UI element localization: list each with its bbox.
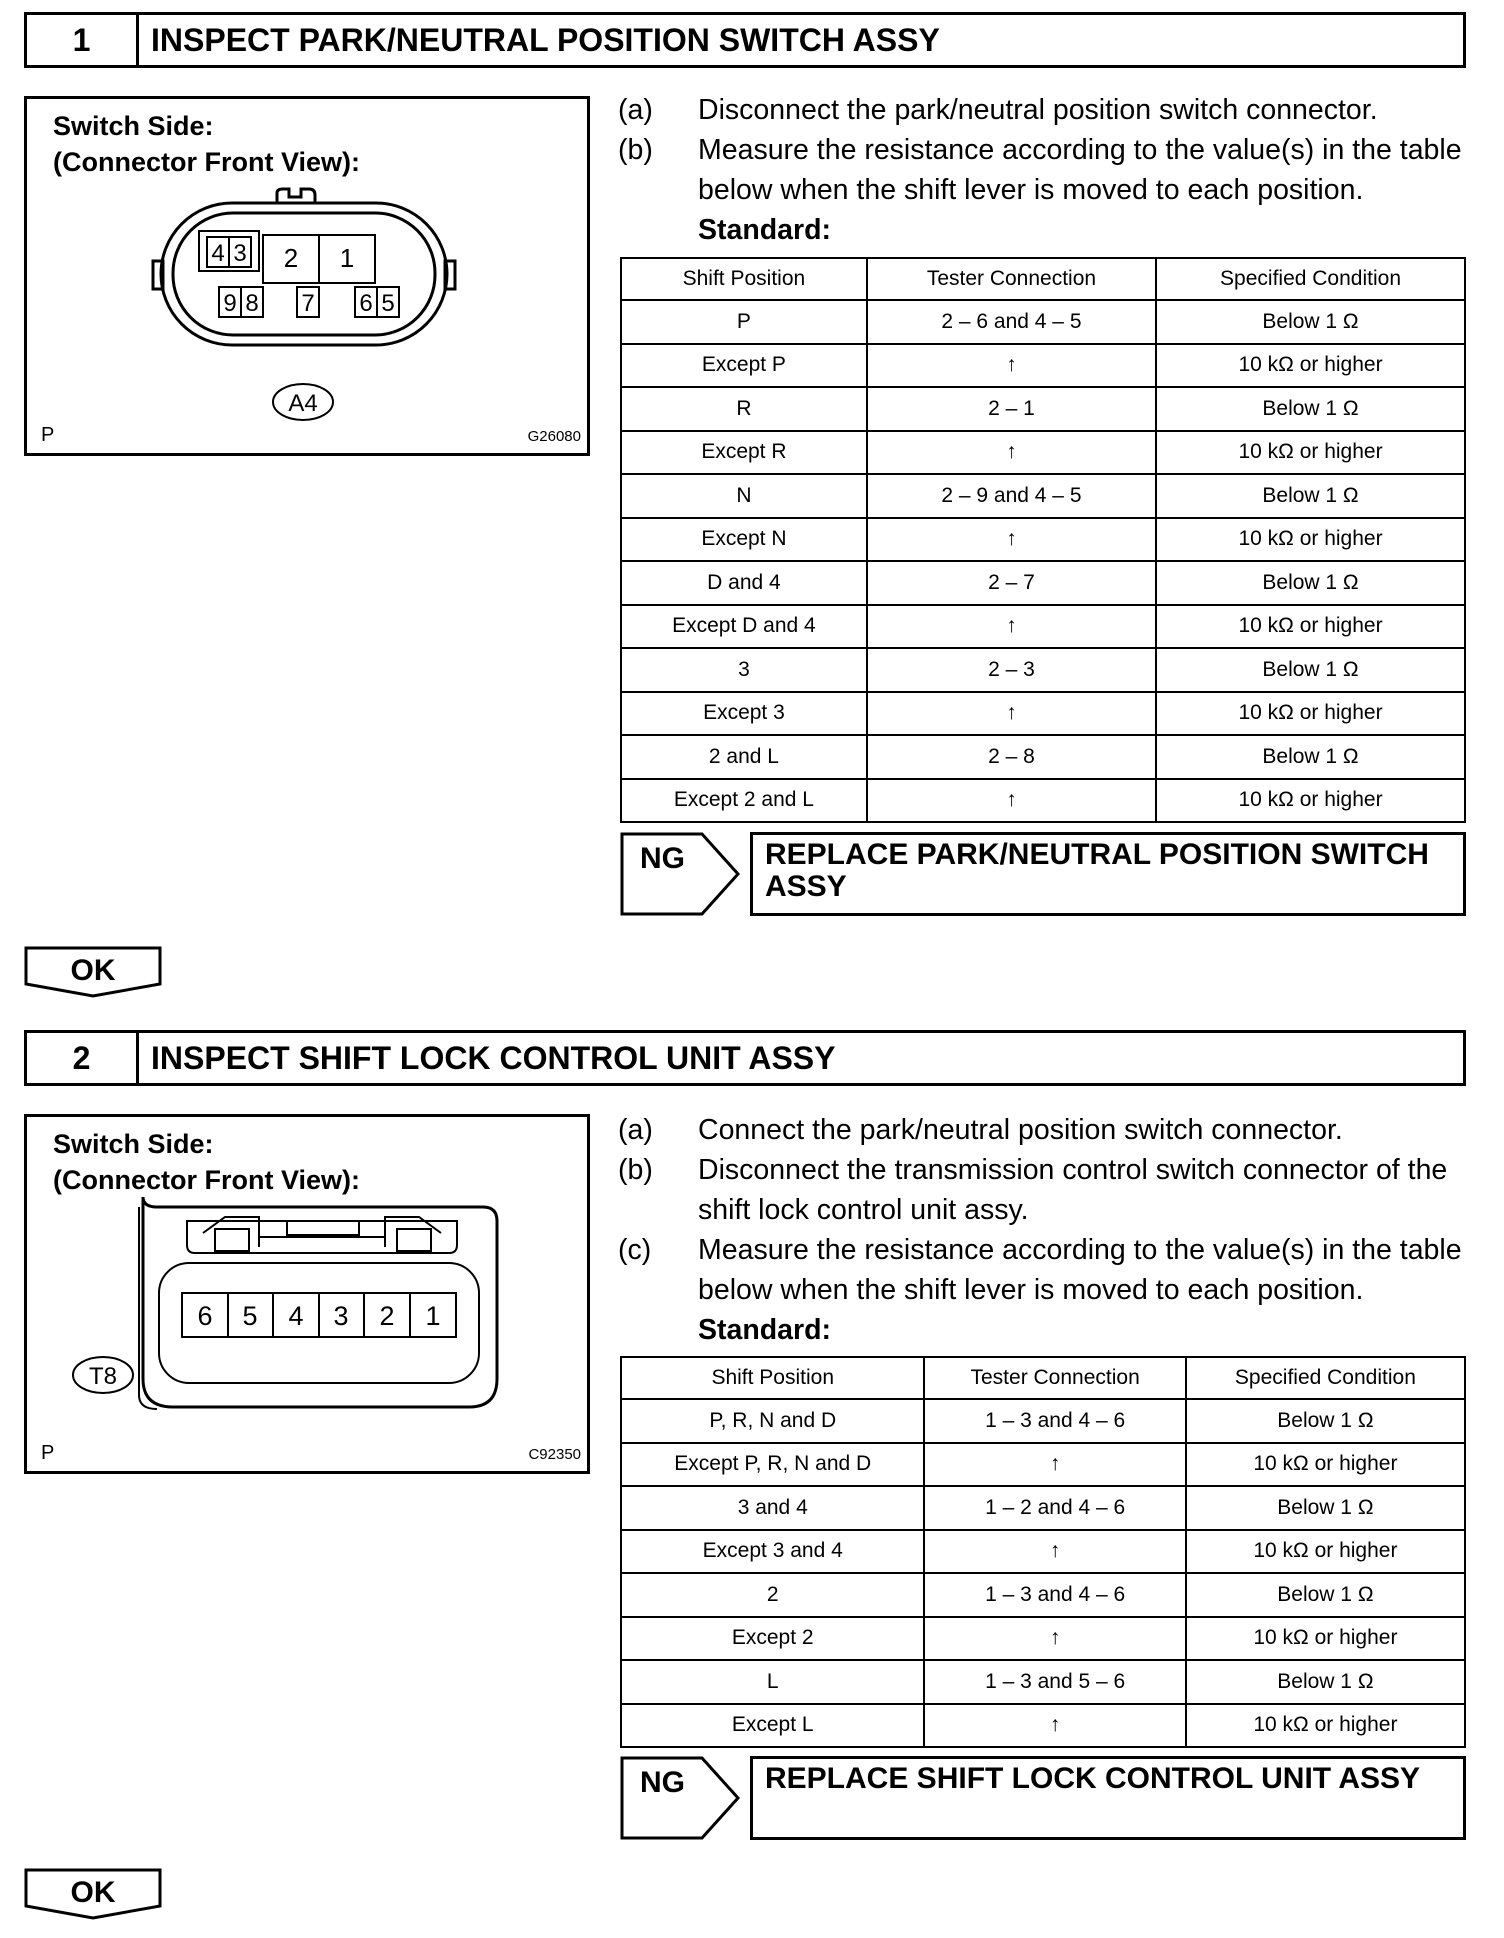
step-1-ng-arrow <box>620 832 744 916</box>
standard-label: Standard: <box>698 214 832 246</box>
step-2-header <box>24 1030 1466 1086</box>
table-row: 2 and L 2 – 8 Below 1 Ω <box>621 735 1465 779</box>
pin-3: 3 <box>233 240 247 267</box>
table-row: 2 1 – 3 and 4 – 6 Below 1 Ω <box>621 1573 1465 1617</box>
step-2-title: INSPECT SHIFT LOCK CONTROL UNIT ASSY <box>151 1039 836 1076</box>
instruction-b: (b) Disconnect the transmission control switch connector of the shift lock control unit assy. <box>618 1154 1448 1226</box>
table-row: Except P ↑ 10 kΩ or higher <box>621 344 1465 388</box>
pin-9: 9 <box>223 290 237 317</box>
ng-label: NG <box>640 1766 685 1799</box>
table-row: Except L ↑ 10 kΩ or higher <box>621 1704 1465 1748</box>
ok-label: OK <box>70 954 116 987</box>
step-1-connector-figure <box>24 96 590 456</box>
table-row: Except D and 4 ↑ 10 kΩ or higher <box>621 605 1465 649</box>
pin-1: 1 <box>425 1301 441 1331</box>
pin-6: 6 <box>197 1301 213 1331</box>
step-2-instructions <box>618 1110 1468 1350</box>
figure-caption-line1: Switch Side: <box>53 1129 214 1159</box>
table-row: 3 and 4 1 – 2 and 4 – 6 Below 1 Ω <box>621 1486 1465 1530</box>
figure-corner-label: P <box>41 1442 55 1464</box>
pin-4: 4 <box>211 240 225 267</box>
table-row: L 1 – 3 and 5 – 6 Below 1 Ω <box>621 1660 1465 1704</box>
table-row: P 2 – 6 and 4 – 5 Below 1 Ω <box>621 300 1465 344</box>
instruction-a: (a) Connect the park/neutral position switch connector. <box>618 1114 1343 1146</box>
pin-5: 5 <box>381 290 395 317</box>
step-1-title: INSPECT PARK/NEUTRAL POSITION SWITCH ASSY <box>151 21 940 58</box>
table-row: D and 4 2 – 7 Below 1 Ω <box>621 561 1465 605</box>
table-row: Except P, R, N and D ↑ 10 kΩ or higher <box>621 1443 1465 1487</box>
step-2-spec-table <box>620 1356 1466 1748</box>
step-1-spec-table <box>620 257 1466 823</box>
step-1-number: 1 <box>27 15 139 65</box>
pin-3: 3 <box>333 1301 349 1331</box>
connector-label-t8: T8 <box>88 1363 118 1390</box>
connector-a4-drawing <box>27 99 587 453</box>
pin-1: 1 <box>339 243 355 273</box>
pin-7: 7 <box>301 290 315 317</box>
step-1-instructions <box>618 90 1468 250</box>
table-row: Except 2 ↑ 10 kΩ or higher <box>621 1617 1465 1661</box>
table-row: N 2 – 9 and 4 – 5 Below 1 Ω <box>621 474 1465 518</box>
instruction-c: (c) Measure the resistance according to the value(s) in the table below when the shift lever is moved to each position. <box>618 1234 1462 1306</box>
table-header-row: Shift Position Tester Connection Specified Condition <box>621 258 1465 300</box>
pin-6: 6 <box>359 290 373 317</box>
pin-5: 5 <box>242 1301 258 1331</box>
step-2-ng-arrow <box>620 1756 744 1840</box>
figure-caption-line2: (Connector Front View): <box>53 147 360 177</box>
pin-2: 2 <box>283 243 299 273</box>
table-row: Except R ↑ 10 kΩ or higher <box>621 431 1465 475</box>
table-row: Except N ↑ 10 kΩ or higher <box>621 518 1465 562</box>
instruction-a: (a) Disconnect the park/neutral position switch connector. <box>618 94 1378 126</box>
table-row: R 2 – 1 Below 1 Ω <box>621 387 1465 431</box>
figure-caption-line2: (Connector Front View): <box>53 1165 360 1195</box>
step-2-ok-arrow <box>24 1868 162 1920</box>
pin-8: 8 <box>245 290 259 317</box>
step-1-header <box>24 12 1466 68</box>
ng-label: NG <box>640 842 685 875</box>
table-row: 3 2 – 3 Below 1 Ω <box>621 648 1465 692</box>
table-row: Except 2 and L ↑ 10 kΩ or higher <box>621 779 1465 823</box>
connector-t8-drawing <box>27 1117 587 1471</box>
connector-label-a4: A4 <box>288 390 318 417</box>
figure-caption-line1: Switch Side: <box>53 111 214 141</box>
pin-2: 2 <box>379 1301 395 1331</box>
step-2-number: 2 <box>27 1033 139 1083</box>
step-2-ng-action: REPLACE SHIFT LOCK CONTROL UNIT ASSY <box>750 1756 1466 1840</box>
figure-code: C92350 <box>528 1446 581 1463</box>
table-header-row: Shift Position Tester Connection Specified Condition <box>621 1357 1465 1399</box>
table-row: Except 3 ↑ 10 kΩ or higher <box>621 692 1465 736</box>
table-row: Except 3 and 4 ↑ 10 kΩ or higher <box>621 1530 1465 1574</box>
figure-corner-label: P <box>41 424 55 446</box>
standard-label: Standard: <box>698 1314 832 1346</box>
instruction-b: (b) Measure the resistance according to the value(s) in the table below when the shift lever is moved to each position. <box>618 134 1462 206</box>
step-1-ng-action: REPLACE PARK/NEUTRAL POSITION SWITCH ASSY <box>750 832 1466 916</box>
ok-label: OK <box>70 1876 116 1909</box>
figure-code: G26080 <box>527 428 581 445</box>
step-2-connector-figure <box>24 1114 590 1474</box>
table-row: P, R, N and D 1 – 3 and 4 – 6 Below 1 Ω <box>621 1399 1465 1443</box>
pin-4: 4 <box>288 1301 304 1331</box>
step-1-ok-arrow <box>24 946 162 998</box>
